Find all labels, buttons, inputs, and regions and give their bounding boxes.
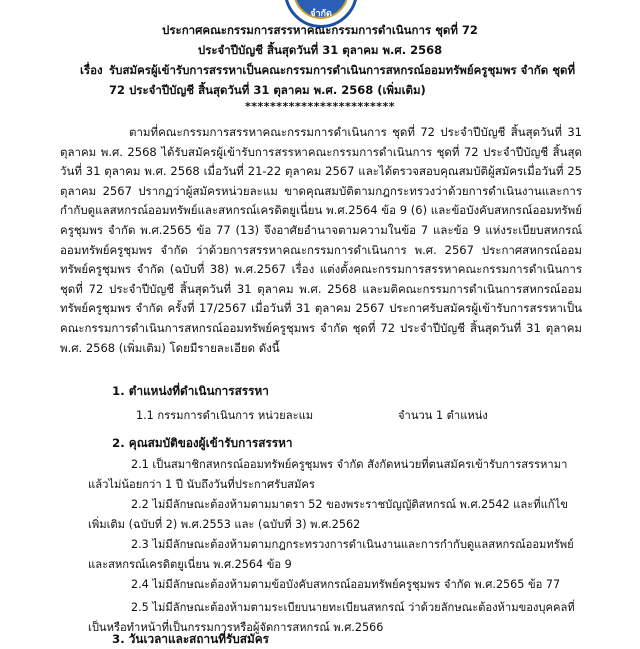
separator-line: ************************ — [244, 100, 396, 113]
section-3-title: 3. วันเวลาและสถานที่รับสมัคร — [112, 632, 269, 646]
qualification-item: 2.4 ไม่มีลักษณะต้องห้ามตามข้อบังคับสหกรณ์ออมทรัพย์ครูชุมพร จำกัด พ.ศ.2565 ข้อ 77 — [131, 578, 561, 591]
section-1-quantity: จำนวน 1 ตำแหน่ง — [398, 409, 488, 422]
section-2-title: 2. คุณสมบัติของผู้เข้ารับการสรรหา — [112, 436, 293, 450]
logo-text: จำกัด — [310, 9, 332, 19]
section-1-item: 1.1 กรรมการดำเนินการ หน่วยละแม — [136, 409, 314, 422]
qualification-item: 2.3 ไม่มีลักษณะต้องห้ามตามกฎกระทรวงการดำเนินงานและการกำกับดูแลสหกรณ์ออมทรัพย์และสหกรณ์เครดิตยูเนี่ยน พ.ศ.2564 ข้อ 9 — [88, 538, 574, 571]
subject-text: รับสมัครผู้เข้ารับการสรรหาเป็นคณะกรรมการดำเนินการสหกรณ์ออมทรัพย์ครูชุมพร จำกัด ชุดที่ 72 ประจำปีบัญชี สิ้นสุดวันที่ 31 ตุลาคม พ.ศ. 2568 (เพิ่มเติม) — [109, 63, 576, 97]
section-1-title: 1. ตำแหน่งที่ดำเนินการสรรหา — [112, 384, 269, 398]
announcement-body — [60, 123, 582, 358]
qualification-item: 2.5 ไม่มีลักษณะต้องห้ามตามระเบียบนายทะเบียนสหกรณ์ ว่าด้วยลักษณะต้องห้ามของบุคคลที่เป็นหรือทำหน้าที่เป็นกรรมการหรือผู้จัดการสหกรณ์ พ.ศ.2566 — [88, 601, 575, 634]
header-line-2: ประจำปีบัญชี สิ้นสุดวันที่ 31 ตุลาคม พ.ศ. 2568 — [197, 43, 443, 57]
header-line-1: ประกาศคณะกรรมการสรรหาคณะกรรมการดำเนินการ ชุดที่ 72 — [162, 23, 478, 37]
qualification-item: 2.1 เป็นสมาชิกสหกรณ์ออมทรัพย์ครูชุมพร จำกัด สังกัดหน่วยที่ตนสมัครเข้ารับการสรรหามาแล้วไม่น้อยกว่า 1 ปี นับถึงวันที่ประกาศรับสมัคร — [88, 458, 568, 491]
body-paragraph: ตามที่คณะกรรมการสรรหาคณะกรรมการดำเนินการ ชุดที่ 72 ประจำปีบัญชี สิ้นสุดวันที่ 31 ตุลาคม พ.ศ. 2568 ได้รับสมัครผู้เข้ารับการสรรหาคณะกรรมการดำเนินการ ชุดที่ 72 ประจำปีบัญชี สิ้นสุดวันที่ 31 ตุลาคม พ.ศ. 2568 เมื่อวันที่ 21-22 ตุลาคม 2567 และได้ตรวจสอบคุณสมบัติผู้สมัครเมื่อวันที่ 25 ตุลาคม 2567 ปรากฏว่าผู้สมัครหน่วยละแม ขาดคุณสมบัติตามกฎกระทรวงว่าด้วยการดำเนินงานและการกำกับดูแลสหกรณ์ออมทรัพย์และสหกรณ์เครดิตยูเนี่ยน พ.ศ.2564 ข้อ 9 (6) และข้อบังคับสหกรณ์ออมทรัพย์ครูชุมพร จำกัด พ.ศ.2565 ข้อ 77 (13) จึงอาศัยอำนาจตามความในข้อ 7 และข้อ 9 แห่งระเบียบสหกรณ์ออมทรัพย์ครูชุมพร จำกัด ว่าด้วยการสรรหาคณะกรรมการดำเนินการ พ.ศ. 2567 ประกาศสหกรณ์ออมทรัพย์ครูชุมพร จำกัด (ฉบับที่ 38) พ.ศ.2567 เรื่อง แต่งตั้งคณะกรรมการสรรหาคณะกรรมการดำเนินการ ชุดที่ 72 ประจำปีบัญชี สิ้นสุดวันที่ 31 ตุลาคม พ.ศ. 2568 และมติคณะกรรมการดำเนินการสหกรณ์ออมทรัพย์ครูชุมพร จำกัด ครั้งที่ 17/2567 เมื่อวันที่ 31 ตุลาคม 2567 ประกาศรับสมัครผู้เข้ารับการสรรหาเป็นคณะกรรมการดำเนินการสหกรณ์ออมทรัพย์ครูชุมพร จำกัด ชุดที่ 72 ประจำปีบัญชี สิ้นสุดวันที่ 31 ตุลาคม พ.ศ. 2568 (เพิ่มเติม) โดยมีรายละเอียด ดังนี้ — [60, 125, 582, 355]
subject-block — [80, 60, 580, 100]
announcement-header — [0, 20, 640, 60]
subject-label: เรื่อง — [80, 63, 103, 77]
qualification-item: 2.2 ไม่มีลักษณะต้องห้ามตามมาตรา 52 ของพระราชบัญญัติสหกรณ์ พ.ศ.2542 และที่แก้ไขเพิ่มเติม (ฉบับที่ 2) พ.ศ.2553 และ (ฉบับที่ 3) พ.ศ.2562 — [88, 498, 568, 531]
